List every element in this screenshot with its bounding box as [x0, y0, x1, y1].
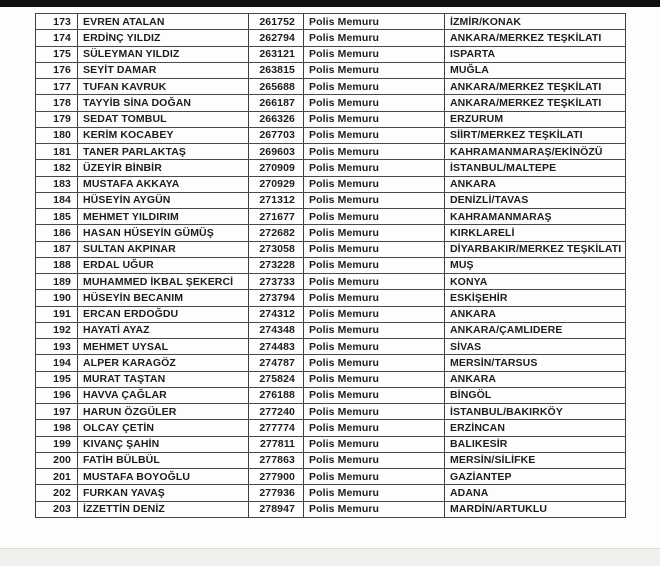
cell-row-number: 203	[36, 501, 78, 517]
cell-row-number: 192	[36, 322, 78, 338]
cell-name: HAYATİ AYAZ	[78, 322, 249, 338]
table-row	[36, 46, 626, 62]
cell-province: KIRKLARELİ	[445, 225, 626, 241]
cell-title: Polis Memuru	[304, 290, 445, 306]
cell-row-number: 195	[36, 371, 78, 387]
cell-registration-number: 274483	[249, 339, 304, 355]
cell-province: MARDİN/ARTUKLU	[445, 501, 626, 517]
cell-province: İSTANBUL/MALTEPE	[445, 160, 626, 176]
cell-province: ANKARA/MERKEZ TEŞKİLATI	[445, 79, 626, 95]
table-row	[36, 95, 626, 111]
cell-name: ALPER KARAGÖZ	[78, 355, 249, 371]
cell-registration-number: 266187	[249, 95, 304, 111]
cell-title: Polis Memuru	[304, 339, 445, 355]
cell-row-number: 180	[36, 127, 78, 143]
cell-row-number: 194	[36, 355, 78, 371]
table-row	[36, 420, 626, 436]
cell-registration-number: 266326	[249, 111, 304, 127]
cell-row-number: 181	[36, 144, 78, 160]
cell-name: HÜSEYİN AYGÜN	[78, 192, 249, 208]
cell-registration-number: 270909	[249, 160, 304, 176]
cell-title: Polis Memuru	[304, 355, 445, 371]
cell-province: GAZİANTEP	[445, 469, 626, 485]
cell-name: SULTAN AKPINAR	[78, 241, 249, 257]
cell-province: İZMİR/KONAK	[445, 14, 626, 30]
cell-title: Polis Memuru	[304, 501, 445, 517]
cell-row-number: 176	[36, 62, 78, 78]
cell-registration-number: 277900	[249, 469, 304, 485]
table-row	[36, 306, 626, 322]
cell-province: KONYA	[445, 274, 626, 290]
cell-province: KAHRAMANMARAŞ	[445, 209, 626, 225]
cell-province: ANKARA/ÇAMLIDERE	[445, 322, 626, 338]
cell-title: Polis Memuru	[304, 306, 445, 322]
cell-row-number: 199	[36, 436, 78, 452]
cell-registration-number: 271677	[249, 209, 304, 225]
cell-row-number: 197	[36, 404, 78, 420]
table-row	[36, 127, 626, 143]
cell-registration-number: 273058	[249, 241, 304, 257]
cell-name: HÜSEYİN BECANIM	[78, 290, 249, 306]
cell-row-number: 185	[36, 209, 78, 225]
cell-row-number: 187	[36, 241, 78, 257]
cell-name: HASAN HÜSEYİN GÜMÜŞ	[78, 225, 249, 241]
cell-province: ADANA	[445, 485, 626, 501]
table-row	[36, 14, 626, 30]
cell-province: İSTANBUL/BAKIRKÖY	[445, 404, 626, 420]
cell-registration-number: 277863	[249, 452, 304, 468]
table-row	[36, 111, 626, 127]
table-row	[36, 79, 626, 95]
table-row	[36, 30, 626, 46]
cell-title: Polis Memuru	[304, 387, 445, 403]
table-row	[36, 387, 626, 403]
cell-title: Polis Memuru	[304, 469, 445, 485]
cell-province: BİNGÖL	[445, 387, 626, 403]
table-row	[36, 501, 626, 517]
cell-province: ERZURUM	[445, 111, 626, 127]
cell-registration-number: 263121	[249, 46, 304, 62]
cell-registration-number: 274312	[249, 306, 304, 322]
cell-name: MUSTAFA AKKAYA	[78, 176, 249, 192]
cell-title: Polis Memuru	[304, 225, 445, 241]
cell-name: MURAT TAŞTAN	[78, 371, 249, 387]
cell-name: MEHMET YILDIRIM	[78, 209, 249, 225]
cell-registration-number: 271312	[249, 192, 304, 208]
cell-registration-number: 278947	[249, 501, 304, 517]
cell-title: Polis Memuru	[304, 274, 445, 290]
cell-title: Polis Memuru	[304, 176, 445, 192]
cell-name: SEYİT DAMAR	[78, 62, 249, 78]
cell-name: ERDAL UĞUR	[78, 257, 249, 273]
cell-province: ANKARA	[445, 371, 626, 387]
cell-registration-number: 277936	[249, 485, 304, 501]
cell-row-number: 200	[36, 452, 78, 468]
cell-title: Polis Memuru	[304, 241, 445, 257]
cell-title: Polis Memuru	[304, 257, 445, 273]
cell-province: ANKARA	[445, 306, 626, 322]
cell-row-number: 201	[36, 469, 78, 485]
cell-title: Polis Memuru	[304, 46, 445, 62]
cell-row-number: 182	[36, 160, 78, 176]
cell-title: Polis Memuru	[304, 160, 445, 176]
table-row	[36, 144, 626, 160]
cell-registration-number: 272682	[249, 225, 304, 241]
page-bottom-strip	[0, 548, 660, 566]
cell-province: BALIKESİR	[445, 436, 626, 452]
cell-name: TUFAN KAVRUK	[78, 79, 249, 95]
cell-row-number: 196	[36, 387, 78, 403]
table-row	[36, 355, 626, 371]
cell-title: Polis Memuru	[304, 79, 445, 95]
cell-name: HARUN ÖZGÜLER	[78, 404, 249, 420]
cell-registration-number: 265688	[249, 79, 304, 95]
table-row	[36, 160, 626, 176]
cell-row-number: 178	[36, 95, 78, 111]
cell-province: MUĞLA	[445, 62, 626, 78]
cell-title: Polis Memuru	[304, 452, 445, 468]
table-row	[36, 339, 626, 355]
cell-province: SİVAS	[445, 339, 626, 355]
table-row	[36, 241, 626, 257]
cell-title: Polis Memuru	[304, 62, 445, 78]
cell-row-number: 198	[36, 420, 78, 436]
cell-name: SÜLEYMAN YILDIZ	[78, 46, 249, 62]
cell-row-number: 188	[36, 257, 78, 273]
cell-registration-number: 261752	[249, 14, 304, 30]
table-row	[36, 176, 626, 192]
cell-registration-number: 273228	[249, 257, 304, 273]
cell-title: Polis Memuru	[304, 111, 445, 127]
cell-province: SİİRT/MERKEZ TEŞKİLATI	[445, 127, 626, 143]
cell-row-number: 173	[36, 14, 78, 30]
cell-name: ÜZEYİR BİNBİR	[78, 160, 249, 176]
cell-title: Polis Memuru	[304, 30, 445, 46]
cell-registration-number: 274348	[249, 322, 304, 338]
cell-title: Polis Memuru	[304, 192, 445, 208]
cell-title: Polis Memuru	[304, 436, 445, 452]
table-row	[36, 371, 626, 387]
cell-name: KIVANÇ ŞAHİN	[78, 436, 249, 452]
cell-registration-number: 273794	[249, 290, 304, 306]
table-row	[36, 404, 626, 420]
personnel-table	[35, 13, 626, 518]
cell-name: MUHAMMED İKBAL ŞEKERCİ	[78, 274, 249, 290]
cell-name: MUSTAFA BOYOĞLU	[78, 469, 249, 485]
cell-name: KERİM KOCABEY	[78, 127, 249, 143]
cell-row-number: 191	[36, 306, 78, 322]
cell-province: ISPARTA	[445, 46, 626, 62]
cell-row-number: 202	[36, 485, 78, 501]
cell-title: Polis Memuru	[304, 127, 445, 143]
cell-registration-number: 270929	[249, 176, 304, 192]
cell-name: FATİH BÜLBÜL	[78, 452, 249, 468]
personnel-table-body	[36, 14, 626, 518]
cell-name: TAYYİB SİNA DOĞAN	[78, 95, 249, 111]
cell-name: ERDİNÇ YILDIZ	[78, 30, 249, 46]
table-row	[36, 192, 626, 208]
cell-province: ESKİŞEHİR	[445, 290, 626, 306]
cell-registration-number: 277774	[249, 420, 304, 436]
cell-title: Polis Memuru	[304, 144, 445, 160]
cell-title: Polis Memuru	[304, 420, 445, 436]
cell-row-number: 189	[36, 274, 78, 290]
table-row	[36, 322, 626, 338]
cell-province: DİYARBAKIR/MERKEZ TEŞKİLATI	[445, 241, 626, 257]
cell-row-number: 175	[36, 46, 78, 62]
table-row	[36, 469, 626, 485]
table-row	[36, 209, 626, 225]
cell-registration-number: 269603	[249, 144, 304, 160]
cell-registration-number: 273733	[249, 274, 304, 290]
cell-row-number: 174	[36, 30, 78, 46]
cell-row-number: 193	[36, 339, 78, 355]
cell-name: FURKAN YAVAŞ	[78, 485, 249, 501]
cell-name: SEDAT TOMBUL	[78, 111, 249, 127]
cell-row-number: 184	[36, 192, 78, 208]
cell-row-number: 177	[36, 79, 78, 95]
cell-province: KAHRAMANMARAŞ/EKİNÖZÜ	[445, 144, 626, 160]
cell-province: MUŞ	[445, 257, 626, 273]
cell-province: MERSİN/SİLİFKE	[445, 452, 626, 468]
cell-name: TANER PARLAKTAŞ	[78, 144, 249, 160]
cell-name: ERCAN ERDOĞDU	[78, 306, 249, 322]
cell-title: Polis Memuru	[304, 404, 445, 420]
cell-province: MERSİN/TARSUS	[445, 355, 626, 371]
cell-name: HAVVA ÇAĞLAR	[78, 387, 249, 403]
table-row	[36, 452, 626, 468]
cell-registration-number: 274787	[249, 355, 304, 371]
cell-province: ERZİNCAN	[445, 420, 626, 436]
cell-registration-number: 267703	[249, 127, 304, 143]
table-row	[36, 225, 626, 241]
cell-registration-number: 277811	[249, 436, 304, 452]
cell-province: ANKARA/MERKEZ TEŞKİLATI	[445, 95, 626, 111]
cell-name: OLCAY ÇETİN	[78, 420, 249, 436]
cell-name: MEHMET UYSAL	[78, 339, 249, 355]
table-row	[36, 274, 626, 290]
cell-title: Polis Memuru	[304, 95, 445, 111]
table-row	[36, 290, 626, 306]
cell-registration-number: 263815	[249, 62, 304, 78]
cell-province: DENİZLİ/TAVAS	[445, 192, 626, 208]
cell-registration-number: 277240	[249, 404, 304, 420]
cell-title: Polis Memuru	[304, 14, 445, 30]
cell-row-number: 186	[36, 225, 78, 241]
table-row	[36, 257, 626, 273]
cell-row-number: 179	[36, 111, 78, 127]
table-row	[36, 485, 626, 501]
cell-registration-number: 276188	[249, 387, 304, 403]
cell-name: EVREN ATALAN	[78, 14, 249, 30]
cell-province: ANKARA	[445, 176, 626, 192]
cell-title: Polis Memuru	[304, 209, 445, 225]
cell-registration-number: 262794	[249, 30, 304, 46]
cell-province: ANKARA/MERKEZ TEŞKİLATI	[445, 30, 626, 46]
table-row	[36, 62, 626, 78]
cell-row-number: 183	[36, 176, 78, 192]
scan-top-edge-bar	[0, 0, 660, 7]
cell-name: İZZETTİN DENİZ	[78, 501, 249, 517]
cell-title: Polis Memuru	[304, 485, 445, 501]
cell-row-number: 190	[36, 290, 78, 306]
cell-registration-number: 275824	[249, 371, 304, 387]
cell-title: Polis Memuru	[304, 371, 445, 387]
table-row	[36, 436, 626, 452]
cell-title: Polis Memuru	[304, 322, 445, 338]
